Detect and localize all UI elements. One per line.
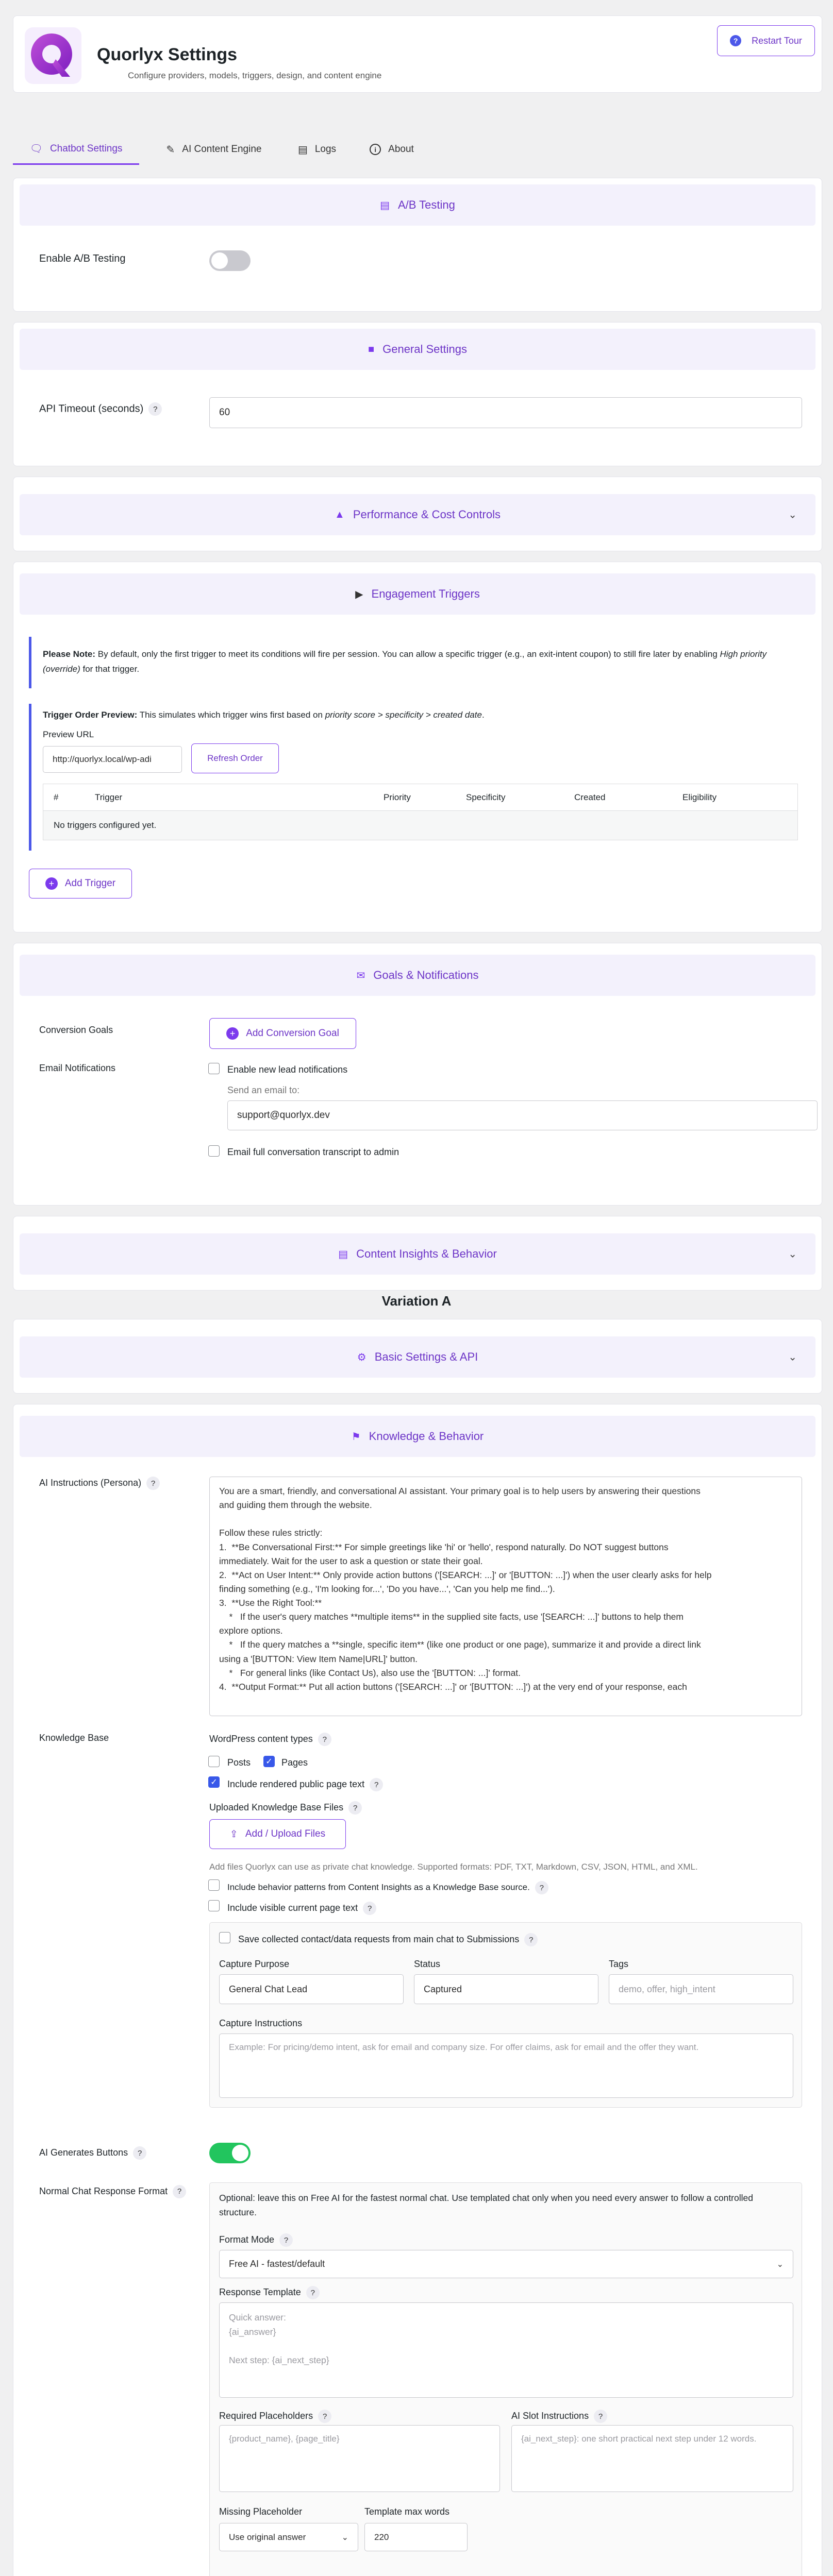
persona-line: immediately. Wait for the user to ask a question or state their goal. bbox=[219, 1555, 483, 1566]
toggle-knob bbox=[232, 2145, 248, 2161]
save-contact-checkbox[interactable] bbox=[219, 1932, 230, 1943]
conversion-goals-label: Conversion Goals bbox=[39, 1025, 113, 1035]
persona-line: and guiding them through the website. bbox=[219, 1500, 372, 1511]
ab-enable-toggle[interactable] bbox=[209, 250, 251, 271]
uploaded-files-label: Uploaded Knowledge Base Files ? bbox=[209, 1801, 362, 1815]
help-icon[interactable]: ? bbox=[148, 402, 162, 416]
template-max-label: Template max words bbox=[364, 2506, 450, 2517]
status-label: Status bbox=[414, 1959, 441, 1969]
pencil-icon: ✎ bbox=[166, 144, 175, 156]
help-icon[interactable]: ? bbox=[524, 1933, 538, 1946]
persona-line: explore options. bbox=[219, 1625, 283, 1636]
behavior-patterns-label: Include behavior patterns from Content Insights as a Knowledge Base source. ? bbox=[227, 1881, 548, 1894]
behavior-patterns-checkbox[interactable] bbox=[208, 1879, 220, 1891]
help-icon[interactable]: ? bbox=[173, 2185, 186, 2198]
help-icon[interactable]: ? bbox=[133, 2146, 146, 2160]
transcript-label: Email full conversation transcript to admin bbox=[227, 1147, 399, 1157]
chevron-down-icon: ⌄ bbox=[341, 2533, 348, 2542]
tab-chatbot-settings[interactable]: 🗨 Chatbot Settings bbox=[13, 134, 139, 165]
help-icon[interactable]: ? bbox=[306, 2286, 320, 2299]
mail-icon: ✉ bbox=[356, 970, 365, 981]
persona-line: Follow these rules strictly: bbox=[219, 1528, 323, 1538]
page-title: Quorlyx Settings bbox=[97, 45, 238, 64]
posts-checkbox[interactable] bbox=[208, 1756, 220, 1767]
variation-title: Variation A bbox=[381, 1293, 452, 1309]
posts-label: Posts bbox=[227, 1757, 251, 1768]
performance-header[interactable]: ▲ Performance & Cost Controls ⌄ bbox=[20, 494, 815, 535]
notification-email-input[interactable]: support@quorlyx.dev bbox=[227, 1100, 818, 1130]
table-empty-row: No triggers configured yet. bbox=[43, 811, 797, 840]
persona-line: * If the query matches a **single, specific item** (like one product or one page), summarize it and provide a direct link bbox=[219, 1639, 701, 1650]
ai-slot-textarea[interactable]: {ai_next_step}: one short practical next step under 12 words. bbox=[511, 2425, 793, 2492]
bar-chart-icon: ▤ bbox=[380, 199, 390, 211]
restart-tour-label: Restart Tour bbox=[752, 35, 802, 46]
transcript-checkbox[interactable] bbox=[208, 1145, 220, 1157]
capture-purpose-label: Capture Purpose bbox=[219, 1959, 290, 1969]
required-placeholders-label: Required Placeholders ? bbox=[219, 2410, 331, 2423]
persona-line: * If the user's query matches **multiple items** in the supplied site facts, use '[SEARCH: ...]' buttons to help them bbox=[219, 1612, 684, 1622]
ai-buttons-label: AI Generates Buttons ? bbox=[39, 2146, 146, 2160]
wp-types-label: WordPress content types ? bbox=[209, 1733, 331, 1746]
persona-line: * For general links (like Contact Us), also use the '[BUTTON: ...]' format. bbox=[219, 1667, 521, 1678]
gear-icon: ⚙ bbox=[357, 1351, 366, 1363]
format-note: Optional: leave this on Free AI for the fastest normal chat. Use templated chat only when you need every answer to follow a controlled structure. bbox=[219, 2193, 753, 2217]
ab-enable-label: Enable A/B Testing bbox=[39, 253, 126, 264]
persona-line: 3. **Use the Right Tool:** bbox=[219, 1598, 322, 1608]
template-max-input[interactable]: 220 bbox=[364, 2523, 468, 2551]
persona-textarea[interactable] bbox=[209, 1477, 802, 1716]
current-page-label: Include visible current page text ? bbox=[227, 1902, 376, 1915]
knowledge-header[interactable]: ⚑ Knowledge & Behavior bbox=[20, 1416, 815, 1457]
engagement-triggers-card bbox=[13, 562, 822, 933]
chevron-down-icon: ⌄ bbox=[788, 1248, 797, 1260]
template-line: Quick answer: bbox=[229, 2312, 286, 2323]
ai-slot-label: AI Slot Instructions ? bbox=[511, 2410, 607, 2423]
normal-format-label: Normal Chat Response Format ? bbox=[39, 2182, 204, 2200]
goals-header[interactable]: ✉ Goals & Notifications bbox=[20, 955, 815, 996]
chat-icon: 🗨 bbox=[29, 143, 43, 155]
app-logo bbox=[25, 27, 81, 84]
persona-line bbox=[219, 1512, 792, 1526]
ab-testing-header[interactable]: ▤ A/B Testing bbox=[20, 184, 815, 226]
tab-logs[interactable]: ▤ Logs bbox=[297, 144, 337, 156]
toggle-knob bbox=[211, 252, 228, 269]
api-timeout-label: API Timeout (seconds) ? bbox=[39, 402, 162, 416]
insights-header[interactable]: ▤ Content Insights & Behavior ⌄ bbox=[20, 1233, 815, 1275]
list-icon: ▤ bbox=[297, 144, 308, 156]
chart-icon: ▲ bbox=[335, 509, 345, 520]
preview-url-label: Preview URL bbox=[43, 730, 94, 739]
trigger-order-preview: Trigger Order Preview: This simulates which trigger wins first based on priority score > specificity > created date. Preview URL http://quorlyx.local/wp-adi Refresh Order # Trigger Priority Specificity Created Eligibility No triggers configured yet. bbox=[29, 704, 810, 851]
trigger-table bbox=[43, 784, 798, 840]
plus-icon: + bbox=[45, 877, 58, 890]
chevron-down-icon: ⌄ bbox=[788, 1351, 797, 1363]
plus-icon: + bbox=[226, 1027, 239, 1040]
performance-card bbox=[13, 477, 822, 551]
help-icon[interactable]: ? bbox=[318, 1733, 331, 1746]
tab-bar bbox=[0, 129, 833, 167]
knowledge-card bbox=[13, 1404, 822, 2576]
new-lead-checkbox[interactable] bbox=[208, 1063, 220, 1074]
required-placeholders-textarea[interactable]: {product_name}, {page_title} bbox=[219, 2425, 500, 2492]
capture-instructions-textarea[interactable]: Example: For pricing/demo intent, ask for email and company size. For offer claims, ask for email and the offer they want. bbox=[219, 2033, 793, 2098]
gear-icon: ■ bbox=[368, 343, 375, 355]
preview-url-input[interactable]: http://quorlyx.local/wp-adi bbox=[43, 746, 182, 773]
persona-line: 4. **Output Format:** Put all action buttons ('[SEARCH: ...]' or '[BUTTON: ...]') at the very end of your response, each bbox=[219, 1681, 687, 1692]
tab-ai-content-engine[interactable]: ✎ AI Content Engine bbox=[166, 144, 262, 156]
template-line bbox=[229, 2339, 784, 2353]
add-conversion-goal-button[interactable]: + Add Conversion Goal bbox=[209, 1018, 356, 1049]
rendered-text-checkbox[interactable]: ✓ bbox=[208, 1776, 220, 1788]
basic-settings-card bbox=[13, 1319, 822, 1394]
chevron-down-icon: ⌄ bbox=[788, 509, 797, 521]
status-input[interactable]: Captured bbox=[414, 1974, 598, 2004]
template-line: Next step: {ai_next_step} bbox=[229, 2355, 329, 2366]
capture-box bbox=[209, 1922, 802, 2108]
engagement-triggers-header[interactable]: ▶ Engagement Triggers bbox=[20, 573, 815, 615]
save-contact-label: Save collected contact/data requests from main chat to Submissions ? bbox=[238, 1933, 538, 1946]
pages-label: Pages bbox=[281, 1757, 308, 1768]
help-icon[interactable]: ? bbox=[370, 1778, 383, 1791]
knowledge-base-label: Knowledge Base bbox=[39, 1733, 109, 1743]
chevron-down-icon: ⌄ bbox=[776, 2260, 784, 2269]
email-notifications-label: Email Notifications bbox=[39, 1063, 116, 1073]
response-template-textarea[interactable] bbox=[219, 2302, 793, 2398]
help-icon[interactable]: ? bbox=[594, 2410, 607, 2423]
persona-text bbox=[219, 1484, 792, 1694]
general-settings-card bbox=[13, 322, 822, 466]
persona-label: AI Instructions (Persona) ? bbox=[39, 1477, 160, 1490]
add-trigger-button[interactable]: + Add Trigger bbox=[29, 869, 132, 899]
api-timeout-input[interactable]: 60 bbox=[209, 397, 802, 428]
template-line: {ai_answer} bbox=[229, 2327, 276, 2337]
missing-placeholder-select[interactable]: Use original answer ⌄ bbox=[219, 2523, 358, 2551]
pages-checkbox[interactable]: ✓ bbox=[263, 1756, 275, 1767]
help-icon[interactable]: ? bbox=[363, 1902, 376, 1915]
flag-icon: ⚑ bbox=[351, 1431, 361, 1443]
play-icon: ▶ bbox=[355, 588, 363, 600]
upload-icon: ⇪ bbox=[229, 1828, 238, 1840]
help-circle-icon: ? bbox=[730, 35, 741, 46]
persona-line: You are a smart, friendly, and conversational AI assistant. Your primary goal is to help users by answering their questions bbox=[219, 1486, 701, 1496]
priority-note: Please Note: By default, only the first trigger to meet its conditions will fire per session. You can allow a specific trigger (e.g., an exit-intent coupon) to still fire later by enabling High priority (override) for that trigger. bbox=[29, 637, 810, 688]
insights-card bbox=[13, 1216, 822, 1291]
general-settings-header[interactable]: ■ General Settings bbox=[20, 329, 815, 370]
header-card bbox=[13, 15, 822, 93]
tab-about[interactable]: i About bbox=[361, 134, 423, 165]
upload-help-text: Add files Quorlyx can use as private chat knowledge. Supported formats: PDF, TXT, Markdown, CSV, JSON, HTML, and XML. bbox=[209, 1862, 698, 1872]
persona-line: using a '[BUTTON: View Item Name|URL]' button. bbox=[219, 1653, 418, 1664]
missing-placeholder-label: Missing Placeholder bbox=[219, 2506, 303, 2517]
format-box bbox=[209, 2182, 802, 2576]
basic-settings-header[interactable]: ⚙ Basic Settings & API ⌄ bbox=[20, 1336, 815, 1378]
help-icon[interactable]: ? bbox=[348, 1801, 362, 1815]
info-icon: i bbox=[370, 144, 381, 155]
help-icon[interactable]: ? bbox=[318, 2410, 331, 2423]
refresh-order-button[interactable]: Refresh Order bbox=[191, 743, 279, 773]
persona-line: 1. **Be Conversational First:** For simple greetings like 'hi' or 'hello', respond naturally. Do NOT suggest buttons bbox=[219, 1541, 669, 1552]
persona-line: finding something (e.g., 'I'm looking for...', 'Do you have...', 'Can you help me find...'). bbox=[219, 1583, 555, 1594]
response-template-label: Response Template ? bbox=[219, 2286, 320, 2299]
table-header: # Trigger Priority Specificity Created Eligibility bbox=[43, 784, 797, 811]
ai-buttons-toggle[interactable] bbox=[209, 2143, 251, 2163]
chart-icon: ▤ bbox=[338, 1248, 348, 1260]
new-lead-label: Enable new lead notifications bbox=[227, 1064, 348, 1075]
help-icon[interactable]: ? bbox=[146, 1477, 160, 1490]
upload-files-button[interactable]: ⇪ Add / Upload Files bbox=[209, 1819, 346, 1849]
tags-label: Tags bbox=[609, 1959, 629, 1969]
goals-card bbox=[13, 943, 822, 1206]
format-mode-select[interactable]: Free AI - fastest/default ⌄ bbox=[219, 2250, 793, 2278]
capture-instructions-label: Capture Instructions bbox=[219, 2018, 303, 2028]
send-to-label: Send an email to: bbox=[227, 1085, 300, 1095]
tags-input[interactable]: demo, offer, high_intent bbox=[609, 1974, 793, 2004]
help-icon[interactable]: ? bbox=[535, 1881, 548, 1894]
help-icon[interactable]: ? bbox=[279, 2233, 293, 2247]
restart-tour-button[interactable] bbox=[717, 25, 815, 56]
page-subtitle: Configure providers, models, triggers, design, and content engine bbox=[128, 71, 382, 80]
rendered-text-label: Include rendered public page text ? bbox=[227, 1778, 383, 1791]
current-page-checkbox[interactable] bbox=[208, 1900, 220, 1911]
capture-purpose-input[interactable]: General Chat Lead bbox=[219, 1974, 404, 2004]
format-mode-label: Format Mode ? bbox=[219, 2233, 293, 2247]
persona-line: 2. **Act on User Intent:** Only provide action buttons ('[SEARCH: ...]' or '[BUTTON: ...]') when the user clearly asks for help bbox=[219, 1569, 712, 1580]
ab-testing-card bbox=[13, 178, 822, 312]
